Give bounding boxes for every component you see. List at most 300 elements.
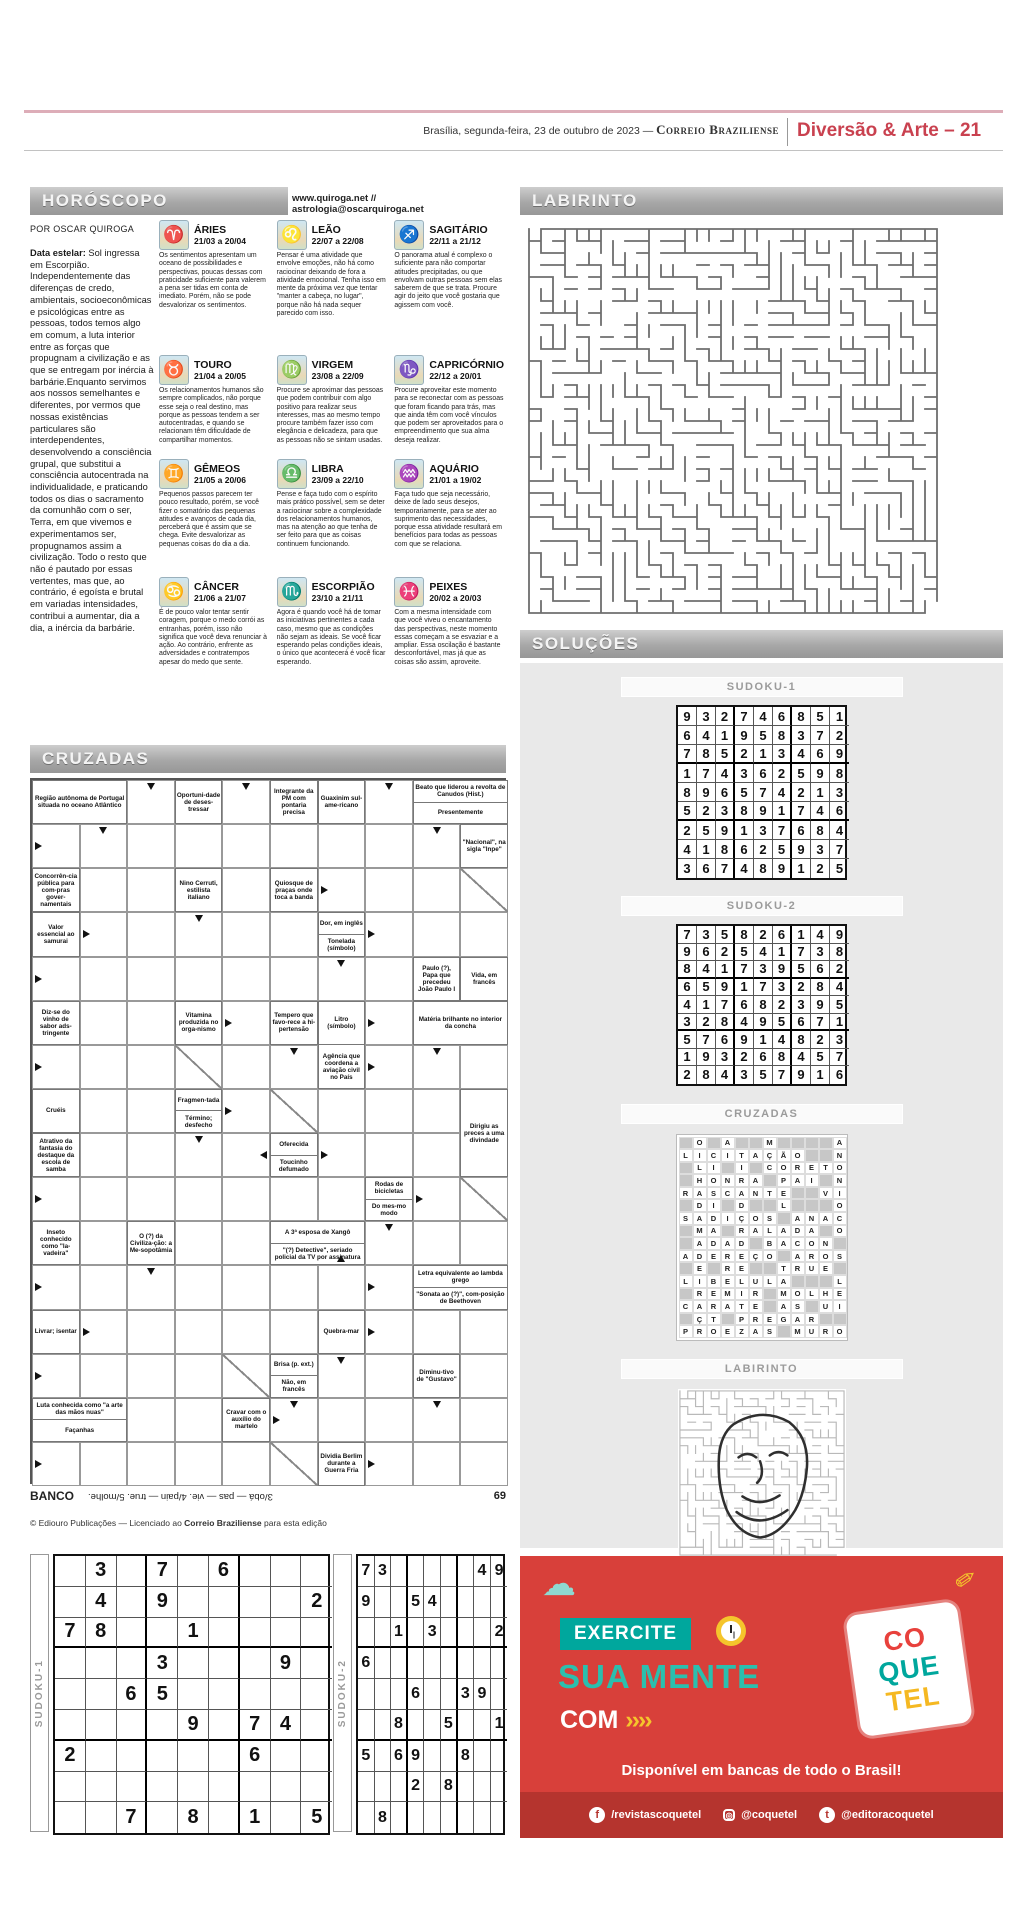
crossword-cell bbox=[32, 1442, 80, 1486]
sudoku-cell: 5 bbox=[811, 707, 830, 726]
clue-text: Nino Cerruti, estilista italiano bbox=[179, 879, 218, 901]
banco-label: BANCO bbox=[30, 1489, 74, 1503]
crossword-cell bbox=[413, 1221, 461, 1265]
sudoku-cell bbox=[391, 1802, 408, 1833]
sudoku-cell: 2 bbox=[301, 1587, 332, 1618]
solution-letter-cell: E bbox=[693, 1262, 707, 1275]
sudoku-cell: 1 bbox=[754, 1031, 773, 1049]
sudoku-cell: 9 bbox=[678, 707, 697, 726]
sudoku-cell bbox=[178, 1679, 209, 1710]
crossword-clue bbox=[32, 1089, 80, 1133]
sudoku-cell: 9 bbox=[271, 1648, 302, 1679]
crossword-cell bbox=[32, 1045, 80, 1089]
ad-social-band bbox=[520, 1792, 1003, 1838]
crossword-cell bbox=[80, 1045, 128, 1089]
sudoku-cell bbox=[209, 1710, 240, 1741]
sudoku-cell: 3 bbox=[735, 1066, 754, 1084]
sudoku-cell: 7 bbox=[830, 840, 849, 859]
clue-text: Não, em francês bbox=[271, 1375, 317, 1397]
crossword-cell bbox=[80, 1221, 128, 1265]
crossword-cell bbox=[175, 1265, 223, 1309]
sudoku-cell: 7 bbox=[773, 821, 792, 840]
solution-letter-cell bbox=[805, 1187, 819, 1200]
sign-name: GÊMEOS bbox=[194, 463, 241, 475]
solution-letter-cell bbox=[749, 1199, 763, 1212]
sudoku-cell: 2 bbox=[792, 783, 811, 802]
sudoku-cell bbox=[55, 1710, 86, 1741]
sudoku-cell bbox=[408, 1618, 425, 1649]
solution-letter-cell: I bbox=[693, 1275, 707, 1288]
sign-text: Procure aproveitar este momento para se reconectar com as pessoas que foram ficando para trás, mas que ainda têm com você vínculos que podem ser aproveitados para o empreendimento que sua alma deseja realizar. bbox=[394, 387, 504, 444]
sudoku-cell: 1 bbox=[811, 783, 830, 802]
sudoku-cell bbox=[458, 1556, 475, 1587]
sudoku-cell bbox=[209, 1587, 240, 1618]
sudoku-cell: 7 bbox=[240, 1710, 271, 1741]
sudoku-cell: 8 bbox=[754, 996, 773, 1014]
sudoku-cell: 3 bbox=[147, 1648, 178, 1679]
crossword-cell bbox=[365, 868, 413, 912]
solution-letter-cell: T bbox=[707, 1313, 721, 1326]
solution-letter-cell bbox=[679, 1288, 693, 1301]
solution-letter-cell: A bbox=[777, 1237, 791, 1250]
sudoku-cell: 1 bbox=[792, 926, 811, 944]
crossword-cell bbox=[222, 1265, 270, 1309]
crossword-cell bbox=[175, 1221, 223, 1265]
copyright-paper: Correio Braziliense bbox=[184, 1518, 262, 1528]
crossword-cell bbox=[80, 1089, 128, 1133]
crossword-cell bbox=[222, 1310, 270, 1354]
sudoku-cell: 6 bbox=[697, 859, 716, 878]
sign-text: Pense e faça tudo com o espírito mais prático possível, sem se deter a raciocinar sobre a complexidade dos relacionamentos humanos, mas na atenção ao que tenha de ser feito para que as coisas continuem funcionando. bbox=[276, 491, 385, 548]
sudoku-cell: 9 bbox=[735, 726, 754, 745]
solution-letter-cell: P bbox=[735, 1313, 749, 1326]
virgo-icon: ♍ bbox=[277, 355, 307, 385]
sudoku-cell: 9 bbox=[408, 1741, 425, 1772]
solution-letter-cell: M bbox=[721, 1288, 735, 1301]
crossword-clue bbox=[460, 824, 508, 868]
sudoku-cell bbox=[491, 1741, 508, 1772]
solution-letter-cell: O bbox=[763, 1250, 777, 1263]
sudoku-cell: 8 bbox=[458, 1741, 475, 1772]
clue-text: Litro (símbolo) bbox=[327, 1015, 356, 1030]
solution-letter-cell: S bbox=[791, 1300, 805, 1313]
sudoku-cell: 2 bbox=[792, 979, 811, 997]
clue-text: Diminu-tivo de "Gustavo" bbox=[416, 1368, 457, 1383]
solution-letter-cell: C bbox=[679, 1300, 693, 1313]
clue-text: Cruéis bbox=[45, 1107, 66, 1115]
sudoku-cell: 1 bbox=[678, 1049, 697, 1067]
sudoku-cell bbox=[240, 1587, 271, 1618]
clue-text: Paulo (?), Papa que precedeu João Paulo I bbox=[418, 964, 456, 993]
sudoku-cell: 7 bbox=[792, 802, 811, 821]
sudoku-cell: 3 bbox=[792, 996, 811, 1014]
solution-letter-cell: C bbox=[833, 1212, 847, 1225]
clue-text: Integrante da PM com pontaria precisa bbox=[274, 788, 314, 817]
sudoku-cell: 9 bbox=[491, 1556, 508, 1587]
sudoku-cell: 1 bbox=[773, 944, 792, 962]
instagram-icon: ◎ bbox=[723, 1809, 735, 1821]
crossword-cell bbox=[365, 957, 413, 1001]
crossword-cell bbox=[365, 912, 413, 956]
solution-letter-cell: A bbox=[693, 1237, 707, 1250]
solution-letter-cell: C bbox=[721, 1187, 735, 1200]
labirinto-title: LABIRINTO bbox=[532, 191, 638, 210]
sudoku-cell bbox=[458, 1710, 475, 1741]
solution-letter-cell: R bbox=[819, 1325, 833, 1338]
clue-text: Beato que liderou a revolta de Canudos (Hist.) bbox=[415, 784, 506, 799]
sudoku1-puzzle-label: SUDOKU-1 bbox=[30, 1554, 49, 1832]
intro-text: Sol ingressa em Escorpião. Independentemente das diferenças de credo, ambientais, socioeconômicas e psicológicas entre as pessoas, todos temos algo em comum, a luta interior entre as forças que propugnam a civilização e as que se entregam por inércia à barbárie.Enquanto servimos aos nossos semelhantes e diferentes, por vermos que nossas existências particulares são interdependentes, desenvolvendo a consciência grupal, que substitui a consciência autocentrada na individualidade, e praticando todos os dias o sacramento da comunhão com o ser, Terra, em que vivemos e experimentamos ser, propugnamos assim a civilização. Todo o resto que não é pautado por essas vertentes, mas que, ao contrário, é egoísta e brutal em variadas intensidades, contribui a aumentar, dia a dia, a inércia da barbárie. bbox=[30, 248, 154, 633]
sudoku-cell: 8 bbox=[441, 1772, 458, 1803]
sudoku-cell: 5 bbox=[441, 1710, 458, 1741]
crossword-clue bbox=[32, 1221, 80, 1265]
sudoku-cell: 6 bbox=[773, 707, 792, 726]
sudoku-cell: 7 bbox=[117, 1802, 148, 1833]
sign-name: SAGITÁRIO bbox=[429, 224, 488, 236]
crossword-cell bbox=[270, 1310, 318, 1354]
sudoku-cell bbox=[55, 1648, 86, 1679]
sudoku-cell: 8 bbox=[697, 1066, 716, 1084]
crossword-cell bbox=[222, 868, 270, 912]
sudoku-cell bbox=[474, 1772, 491, 1803]
crossword-cell bbox=[413, 1133, 461, 1177]
solution-letter-cell: V bbox=[819, 1187, 833, 1200]
sudoku-cell: 5 bbox=[773, 1014, 792, 1032]
clue-text: Concorrên-cia pública para com-pras gover-namentais bbox=[34, 872, 78, 908]
sudoku-cell bbox=[441, 1802, 458, 1833]
sudoku-cell: 6 bbox=[716, 783, 735, 802]
crossword-cell bbox=[413, 912, 461, 956]
crossword-cell bbox=[222, 912, 270, 956]
sudoku-cell: 5 bbox=[678, 1031, 697, 1049]
sign-text: Pensar é uma atividade que envolve emoções, não há como raciocinar deixando de fora a atividade emocional. Tenha isso em mente da próxima vez que tentar "manter a cabeça, no lugar", porque não há nada sequer parecido com isso. bbox=[276, 252, 386, 318]
logo-line-1: CO bbox=[881, 1621, 928, 1658]
copyright-post: para esta edição bbox=[261, 1518, 327, 1528]
sudoku-cell: 6 bbox=[830, 802, 849, 821]
crossword-cell bbox=[460, 1045, 508, 1089]
sudoku-cell: 2 bbox=[697, 802, 716, 821]
clock-icon bbox=[716, 1616, 746, 1646]
sudoku-cell: 1 bbox=[830, 1014, 849, 1032]
sudoku-cell: 5 bbox=[754, 1066, 773, 1084]
crossword-cell bbox=[175, 1354, 223, 1398]
solution-letter-cell: D bbox=[735, 1237, 749, 1250]
sudoku-cell bbox=[375, 1741, 392, 1772]
crossword-cell bbox=[365, 1133, 413, 1177]
solution-letter-cell: N bbox=[833, 1149, 847, 1162]
sudoku-cell bbox=[441, 1648, 458, 1679]
sudoku-cell: 7 bbox=[716, 859, 735, 878]
crossword-cell bbox=[413, 1177, 461, 1221]
solution-letter-cell bbox=[777, 1212, 791, 1225]
sudoku-cell: 3 bbox=[458, 1679, 475, 1710]
sudoku-cell: 9 bbox=[830, 745, 849, 764]
solution-letter-cell: N bbox=[749, 1187, 763, 1200]
sign-card bbox=[277, 355, 390, 459]
solution-letter-cell: A bbox=[805, 1225, 819, 1238]
solution-letter-cell: M bbox=[777, 1288, 791, 1301]
solution-letter-cell bbox=[819, 1275, 833, 1288]
sign-card bbox=[277, 220, 390, 355]
clue-text: Matéria brilhante no interior da concha bbox=[418, 1015, 503, 1030]
sudoku-cell: 7 bbox=[678, 926, 697, 944]
sudoku-cell: 2 bbox=[697, 1014, 716, 1032]
crossword-cell bbox=[32, 1265, 80, 1309]
solution-letter-cell: E bbox=[819, 1262, 833, 1275]
solution-letter-cell: R bbox=[707, 1300, 721, 1313]
sudoku-cell: 8 bbox=[811, 821, 830, 840]
crossword-cell bbox=[175, 1133, 223, 1177]
sudoku-cell bbox=[474, 1587, 491, 1618]
solution-letter-cell: Ç bbox=[693, 1313, 707, 1326]
libra-icon: ♎ bbox=[277, 459, 307, 489]
crossword-cell bbox=[460, 1442, 508, 1486]
crossword-cell bbox=[222, 780, 270, 824]
sudoku-cell: 9 bbox=[754, 1014, 773, 1032]
solution-letter-cell: R bbox=[749, 1288, 763, 1301]
sudoku-cell: 7 bbox=[754, 783, 773, 802]
sudoku-cell: 1 bbox=[830, 707, 849, 726]
sudoku-cell bbox=[474, 1648, 491, 1679]
crossword-diagonal bbox=[175, 1045, 223, 1089]
sudoku-cell: 6 bbox=[678, 726, 697, 745]
sudoku-cell bbox=[86, 1772, 117, 1803]
sudoku-cell: 3 bbox=[754, 821, 773, 840]
solution-letter-cell: A bbox=[679, 1250, 693, 1263]
sudoku-cell bbox=[458, 1802, 475, 1833]
sudoku-cell: 2 bbox=[735, 1049, 754, 1067]
sign-card bbox=[159, 355, 272, 459]
clue-text: Do mes-mo modo bbox=[366, 1199, 412, 1221]
sign-dates: 21/01 a 19/02 bbox=[429, 475, 482, 485]
solution-letter-cell: M bbox=[763, 1137, 777, 1150]
clue-text: Quebra-mar bbox=[323, 1328, 360, 1336]
clue-text: Rodas de bicicletas bbox=[374, 1181, 404, 1196]
sign-text: Agora é quando você há de tomar as iniciativas pertinentes a cada caso, mesmo que as condições não sejam as ideais. Se você ficar esperando pelas condições ideais, o único que acontecerá é você ficar esperando. bbox=[276, 609, 386, 666]
crossword-clue bbox=[32, 1133, 80, 1177]
sudoku-cell: 2 bbox=[773, 996, 792, 1014]
crossword-clue bbox=[365, 1177, 413, 1221]
sudoku-cell: 9 bbox=[735, 1031, 754, 1049]
sudoku-cell bbox=[375, 1587, 392, 1618]
sudoku-cell: 6 bbox=[209, 1556, 240, 1587]
solution-letter-cell: A bbox=[791, 1313, 805, 1326]
sudoku-cell: 7 bbox=[754, 979, 773, 997]
sign-name: CAPRICÓRNIO bbox=[429, 359, 504, 371]
clue-text: Atrativo da fantasia do destaque da escola de samba bbox=[37, 1137, 75, 1173]
crossword-diagonal bbox=[270, 1089, 318, 1133]
crossword-cell bbox=[413, 1442, 461, 1486]
banco-row bbox=[30, 1489, 506, 1503]
sudoku-cell: 8 bbox=[792, 1031, 811, 1049]
crossword-cell bbox=[270, 1265, 318, 1309]
clue-text: Término; desfecho bbox=[176, 1110, 222, 1132]
crossword-clue bbox=[318, 780, 366, 824]
solution-letter-cell: E bbox=[833, 1288, 847, 1301]
clue-text: Dividia Berlim durante a Guerra Fria bbox=[320, 1453, 363, 1475]
crossword-clue bbox=[175, 1089, 223, 1133]
sign-dates: 21/03 a 20/04 bbox=[194, 236, 246, 246]
crossword-diagonal bbox=[460, 1177, 508, 1221]
sudoku-cell bbox=[424, 1648, 441, 1679]
sudoku-cell: 5 bbox=[697, 979, 716, 997]
sua-mente-label: SUA MENTE bbox=[558, 1658, 761, 1695]
sudoku-cell: 1 bbox=[678, 764, 697, 783]
sudoku-cell: 4 bbox=[271, 1710, 302, 1741]
sudoku-cell: 6 bbox=[754, 764, 773, 783]
solution-letter-cell bbox=[749, 1162, 763, 1175]
solution-letter-cell: C bbox=[707, 1149, 721, 1162]
sudoku-cell: 6 bbox=[811, 745, 830, 764]
sign-text: Pequenos passos parecem ter pouco resultado, porém, se você fizer o somatório das pequenas atitudes e avanços de cada dia, perceberá que é assim que se chega. Evite desvalorizar as pequenas coisas do dia a dia. bbox=[159, 491, 259, 548]
dateline: Brasília, segunda-feira, 23 de outubro de 2023 — bbox=[423, 125, 654, 137]
sudoku-cell: 6 bbox=[735, 996, 754, 1014]
crossword-cell bbox=[127, 824, 175, 868]
crossword-cell bbox=[270, 1045, 318, 1089]
sudoku-cell bbox=[408, 1802, 425, 1833]
sudoku-cell bbox=[55, 1556, 86, 1587]
sign-name: ÁRIES bbox=[194, 224, 227, 236]
solution-letter-cell: R bbox=[693, 1325, 707, 1338]
crossword-cell bbox=[80, 1001, 128, 1045]
sudoku-cell: 1 bbox=[735, 979, 754, 997]
sudoku-cell bbox=[301, 1710, 332, 1741]
crossword-cell bbox=[460, 1310, 508, 1354]
sign-name: PEIXES bbox=[429, 581, 468, 593]
solution-letter-cell: T bbox=[735, 1300, 749, 1313]
solution-letter-cell bbox=[819, 1137, 833, 1150]
sudoku-cell bbox=[391, 1587, 408, 1618]
solution-letter-cell: H bbox=[819, 1288, 833, 1301]
solution-letter-cell: R bbox=[805, 1313, 819, 1326]
sudoku-cell bbox=[424, 1802, 441, 1833]
sudoku-cell: 7 bbox=[792, 944, 811, 962]
sudoku-cell: 3 bbox=[773, 979, 792, 997]
coquetel-ad bbox=[520, 1556, 1003, 1838]
sign-name: ESCORPIÃO bbox=[311, 581, 375, 593]
crossword-cell bbox=[127, 1089, 175, 1133]
sudoku-cell bbox=[441, 1741, 458, 1772]
sudoku-cell bbox=[86, 1741, 117, 1772]
sudoku-cell: 4 bbox=[424, 1587, 441, 1618]
sudoku-cell: 5 bbox=[830, 996, 849, 1014]
crossword-cell bbox=[127, 1398, 175, 1442]
exercite-label: EXERCITE bbox=[560, 1618, 691, 1650]
sudoku-cell: 1 bbox=[697, 996, 716, 1014]
sudoku-cell: 4 bbox=[792, 745, 811, 764]
solution-letter-cell: Ç bbox=[749, 1250, 763, 1263]
sudoku-cell: 9 bbox=[697, 1049, 716, 1067]
solution-letter-cell: A bbox=[693, 1212, 707, 1225]
solution-letter-cell: E bbox=[707, 1250, 721, 1263]
solution-letter-cell bbox=[749, 1262, 763, 1275]
sudoku-cell: 7 bbox=[773, 1066, 792, 1084]
sudoku-cell: 5 bbox=[754, 726, 773, 745]
sudoku-cell: 6 bbox=[391, 1741, 408, 1772]
sudoku-cell bbox=[375, 1648, 392, 1679]
solution-letter-cell: T bbox=[735, 1149, 749, 1162]
crossword-cell bbox=[413, 1398, 461, 1442]
solution-letter-cell: A bbox=[777, 1225, 791, 1238]
sudoku2-solution-label: SUDOKU-2 bbox=[621, 896, 903, 916]
crossword-cell bbox=[413, 868, 461, 912]
sudoku-cell bbox=[240, 1648, 271, 1679]
sudoku2-puzzle-label: SUDOKU-2 bbox=[333, 1554, 352, 1832]
clue-text: Toucinho defumado bbox=[271, 1155, 317, 1177]
sudoku-cell: 7 bbox=[811, 726, 830, 745]
sudoku-cell: 1 bbox=[716, 726, 735, 745]
solution-letter-cell: A bbox=[749, 1325, 763, 1338]
sudoku-cell: 3 bbox=[716, 802, 735, 821]
solution-letter-cell: L bbox=[805, 1288, 819, 1301]
crossword-cell bbox=[80, 1177, 128, 1221]
coquetel-logo bbox=[845, 1601, 973, 1737]
crossword-cell bbox=[80, 824, 128, 868]
solucoes-title: SOLUÇÕES bbox=[532, 634, 640, 653]
twitter-handle: t @editoracoquetel bbox=[819, 1807, 934, 1823]
sudoku-cell bbox=[491, 1679, 508, 1710]
sudoku-cell bbox=[178, 1587, 209, 1618]
sudoku-cell: 5 bbox=[716, 745, 735, 764]
sudoku-cell: 2 bbox=[55, 1741, 86, 1772]
crossword-cell bbox=[413, 1310, 461, 1354]
sudoku-cell bbox=[147, 1710, 178, 1741]
crossword-cell bbox=[127, 957, 175, 1001]
sudoku-cell: 2 bbox=[408, 1772, 425, 1803]
sudoku-cell: 5 bbox=[678, 802, 697, 821]
clue-text: "Nacional", na sigla "Inpe" bbox=[462, 839, 506, 854]
sudoku-cell: 3 bbox=[716, 1049, 735, 1067]
solution-letter-cell: R bbox=[791, 1162, 805, 1175]
crossword-clue bbox=[318, 912, 366, 956]
sudoku-cell bbox=[375, 1710, 392, 1741]
solution-letter-cell: D bbox=[707, 1237, 721, 1250]
sign-dates: 20/02 a 20/03 bbox=[429, 593, 482, 603]
sudoku-cell: 8 bbox=[830, 944, 849, 962]
solution-letter-cell: P bbox=[679, 1325, 693, 1338]
crossword-cell bbox=[80, 1442, 128, 1486]
solution-letter-cell: A bbox=[791, 1250, 805, 1263]
solution-letter-cell: I bbox=[833, 1187, 847, 1200]
sudoku-cell: 5 bbox=[835, 861, 844, 876]
clue-text: Oportuni-dade de deses-tressar bbox=[176, 791, 221, 813]
sudoku-cell: 2 bbox=[735, 745, 754, 764]
crossword-cell bbox=[80, 1133, 128, 1177]
solution-letter-cell bbox=[791, 1275, 805, 1288]
crossword-cell bbox=[175, 1398, 223, 1442]
solution-letter-cell: O bbox=[833, 1325, 847, 1338]
solution-letter-cell: O bbox=[749, 1212, 763, 1225]
solution-letter-cell: L bbox=[777, 1199, 791, 1212]
sudoku-cell bbox=[178, 1556, 209, 1587]
solution-letter-cell: N bbox=[805, 1212, 819, 1225]
sudoku-cell bbox=[424, 1741, 441, 1772]
sudoku-cell: 9 bbox=[773, 859, 792, 878]
sudoku-cell: 8 bbox=[375, 1802, 392, 1833]
solution-letter-cell: C bbox=[763, 1162, 777, 1175]
solution-letter-cell: S bbox=[679, 1212, 693, 1225]
crossword-cell bbox=[270, 1398, 318, 1442]
solution-letter-cell: D bbox=[791, 1225, 805, 1238]
facebook-handle: f /revistascoquetel bbox=[589, 1807, 701, 1823]
crossword-cell bbox=[127, 1001, 175, 1045]
sudoku-cell: 1 bbox=[178, 1618, 209, 1649]
crossword-cell bbox=[413, 824, 461, 868]
solution-letter-cell: R bbox=[749, 1313, 763, 1326]
solution-letter-cell: L bbox=[735, 1275, 749, 1288]
clue-text: Dor, em inglês bbox=[319, 920, 363, 928]
sudoku-cell bbox=[209, 1679, 240, 1710]
